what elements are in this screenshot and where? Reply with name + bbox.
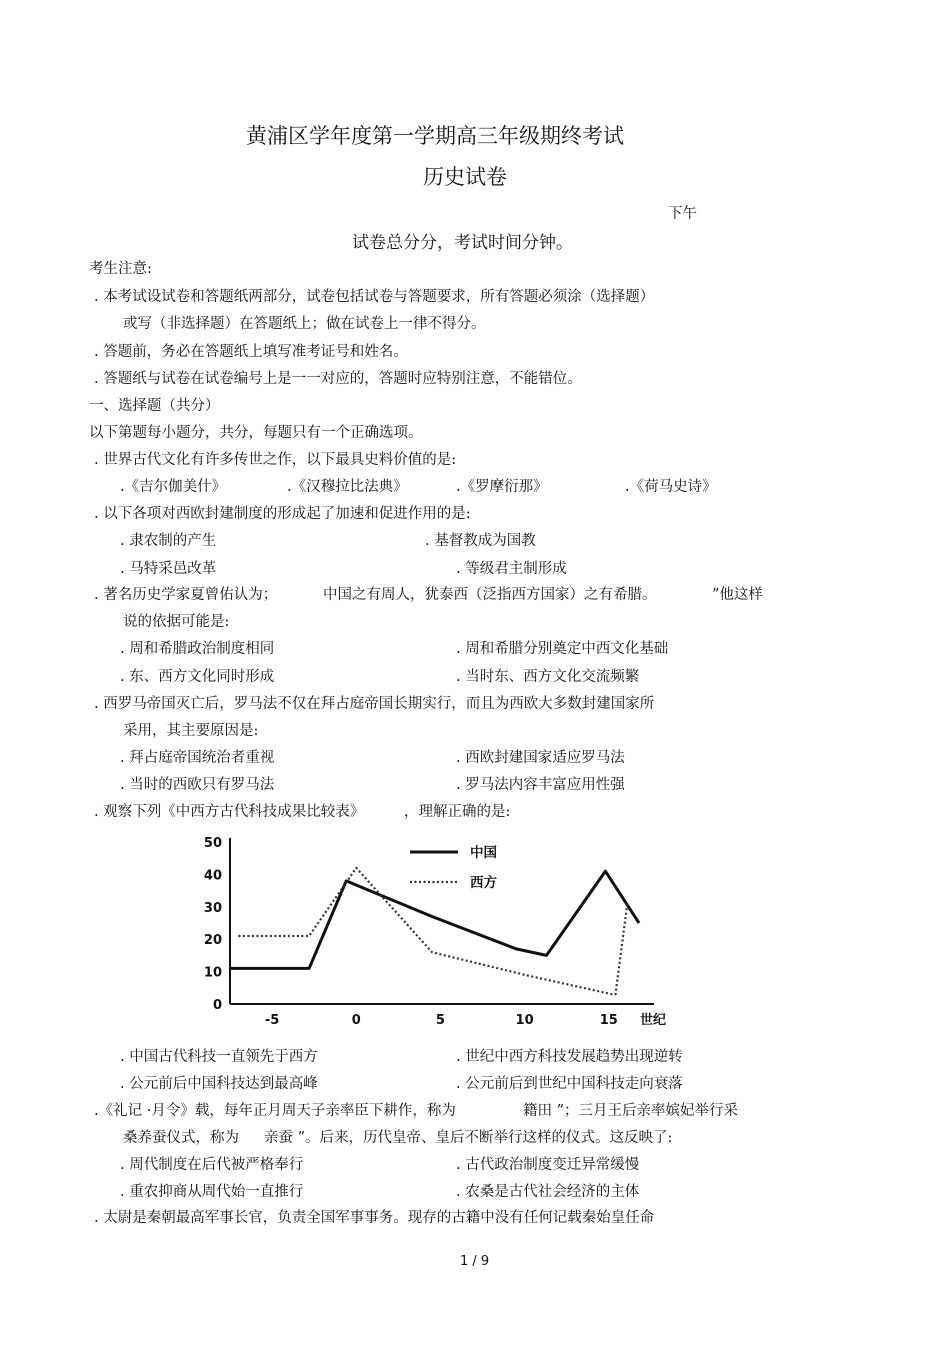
y-tick-label: 40 bbox=[203, 868, 222, 884]
option-a: . 隶农制的产生 bbox=[120, 533, 217, 549]
series-line-west bbox=[238, 868, 627, 994]
question-stem-end: ，理解正确的是: bbox=[404, 804, 511, 820]
option-a: . 周和希腊政治制度相同 bbox=[120, 641, 275, 657]
notice-item: . 答题前，务必在答题纸上填写准考证号和姓名。 bbox=[94, 344, 408, 360]
question-stem: . 观察下列《中西方古代科技成果比较表》 bbox=[94, 804, 365, 820]
x-tick-label: 15 bbox=[599, 1013, 618, 1028]
option-c: . 公元前后中国科技达到最高峰 bbox=[120, 1076, 318, 1092]
notice-item: . 本考试设试卷和答题纸两部分，试卷包括试卷与答题要求，所有答题必须涂（选择题） bbox=[94, 289, 655, 305]
notice-heading: 考生注意: bbox=[89, 261, 152, 277]
exam-info: 试卷总分分，考试时间分钟。 bbox=[352, 233, 573, 253]
notice-item: 或写（非选择题）在答题纸上；做在试卷上一律不得分。 bbox=[123, 316, 486, 332]
option-c: . 马特采邑改革 bbox=[120, 561, 217, 577]
section-heading: 一、选择题（共分） bbox=[89, 398, 220, 414]
option-c: . 当时的西欧只有罗马法 bbox=[120, 777, 275, 793]
question-stem: .《礼记 ·月令》载，每年正月周天子亲率臣下耕作，称为 bbox=[94, 1103, 456, 1119]
x-tick-label: 0 bbox=[351, 1013, 361, 1028]
page-number: 1 / 9 bbox=[460, 1254, 490, 1269]
y-tick-label: 20 bbox=[203, 933, 222, 949]
option-a: . 拜占庭帝国统治者重视 bbox=[120, 750, 275, 766]
x-tick-label: 5 bbox=[435, 1013, 445, 1028]
option-d: . 罗马法内容丰富应用性强 bbox=[456, 777, 625, 793]
option-a: . 中国古代科技一直领先于西方 bbox=[120, 1049, 318, 1065]
y-tick-label: 30 bbox=[203, 900, 222, 916]
y-tick-label: 10 bbox=[203, 965, 222, 981]
section-instruction: 以下第题每小题分，共分，每题只有一个正确选项。 bbox=[89, 425, 423, 441]
option-b: . 周和希腊分别奠定中西文化基础 bbox=[456, 641, 669, 657]
option-b: . 西欧封建国家适应罗马法 bbox=[456, 750, 625, 766]
option-d: . 农桑是古代社会经济的主体 bbox=[456, 1184, 640, 1200]
y-tick-label: 0 bbox=[212, 998, 222, 1013]
x-tick-label: -5 bbox=[264, 1013, 280, 1028]
option-a: .《吉尔伽美什》 bbox=[120, 479, 227, 495]
question-stem: . 世界古代文化有许多传世之作，以下最具史料价值的是: bbox=[94, 452, 457, 468]
option-b: . 世纪中西方科技发展趋势出现逆转 bbox=[456, 1049, 683, 1065]
option-d: . 当时东、西方文化交流频繁 bbox=[456, 669, 640, 685]
question-stem-quote: 中国之有周人，犹泰西（泛指西方国家）之有希腊。 bbox=[323, 587, 657, 603]
question-stem-cont: 桑养蚕仪式，称为 bbox=[123, 1130, 239, 1146]
option-a: . 周代制度在后代被严格奉行 bbox=[120, 1157, 304, 1173]
page-title: 黄浦区学年度第一学期高三年级期终考试 bbox=[246, 124, 624, 148]
option-d: . 等级君主制形成 bbox=[456, 561, 567, 577]
series-line-china bbox=[230, 871, 639, 968]
time-of-day: 下午 bbox=[668, 206, 697, 222]
option-c: . 重农抑商从周代始一直推行 bbox=[120, 1184, 304, 1200]
option-c: .《罗摩衍那》 bbox=[456, 479, 548, 495]
x-axis-label: 世纪 bbox=[640, 1013, 667, 1028]
question-stem: . 西罗马帝国灭亡后，罗马法不仅在拜占庭帝国长期实行，而且为西欧大多数封建国家所 bbox=[94, 696, 655, 712]
question-stem: . 太尉是秦朝最高军事长官，负责全国军事事务。现存的古籍中没有任何记载秦始皇任命 bbox=[94, 1210, 655, 1226]
x-tick-label: 10 bbox=[515, 1013, 534, 1028]
legend-label: 中国 bbox=[470, 845, 497, 861]
option-c: . 东、西方文化同时形成 bbox=[120, 669, 275, 685]
option-d: . 公元前后到世纪中国科技走向衰落 bbox=[456, 1076, 683, 1092]
question-stem-cont: 说的依据可能是: bbox=[123, 614, 230, 630]
question-stem-cont2: 亲蚕 ”。后来，历代皇帝、皇后不断举行这样的仪式。这反映了: bbox=[264, 1130, 673, 1146]
option-b: . 基督教成为国教 bbox=[425, 533, 536, 549]
science-comparison-chart bbox=[196, 830, 676, 1030]
option-d: .《荷马史诗》 bbox=[625, 479, 717, 495]
option-b: . 古代政治制度变迁异常缓慢 bbox=[456, 1157, 640, 1173]
question-stem: . 著名历史学家夏曾佑认为； bbox=[94, 587, 278, 603]
question-stem-cont: 采用，其主要原因是: bbox=[123, 723, 259, 739]
question-stem-quote: 籍田 ”；三月王后亲率嫔妃举行采 bbox=[523, 1103, 739, 1119]
question-stem-end: ”他这样 bbox=[712, 587, 763, 603]
legend-label: 西方 bbox=[470, 875, 497, 891]
page-subtitle: 历史试卷 bbox=[423, 165, 507, 189]
option-b: .《汉穆拉比法典》 bbox=[287, 479, 408, 495]
question-stem: . 以下各项对西欧封建制度的形成起了加速和促进作用的是: bbox=[94, 506, 471, 522]
y-tick-label: 50 bbox=[203, 836, 222, 851]
notice-item: . 答题纸与试卷在试卷编号上是一一对应的，答题时应特别注意，不能错位。 bbox=[94, 371, 582, 387]
